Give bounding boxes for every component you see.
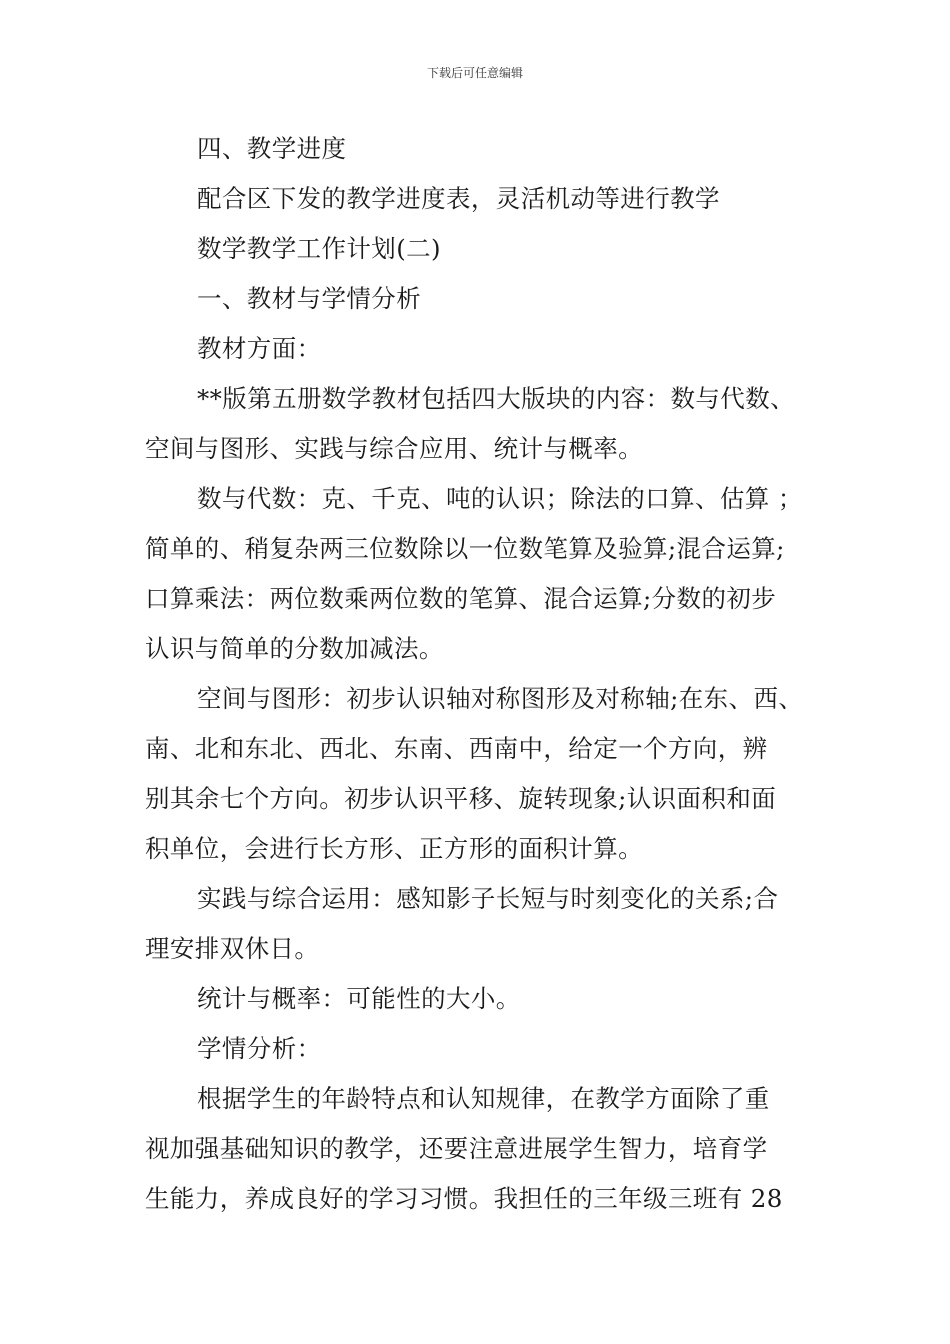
paragraph-line: 简单的、稍复杂两三位数除以一位数笔算及验算;混合运算; — [145, 534, 785, 563]
paragraph-line: 配合区下发的教学进度表，灵活机动等进行教学 — [197, 184, 720, 213]
paragraph-line: 数与代数：克、千克、吨的认识；除法的口算、估算 ； — [197, 484, 803, 513]
paragraph-line: 统计与概率：可能性的大小。 — [197, 984, 521, 1013]
page-header: 下载后可任意编辑 — [426, 66, 523, 80]
paragraph-line: 别其余七个方向。初步认识平移、旋转现象;认识面积和面 — [145, 784, 777, 813]
paragraph-line: 生能力，养成良好的学习习惯。我担任的三年级三班有 28 — [145, 1184, 783, 1213]
paragraph-line: 视加强基础知识的教学，还要注意进展学生智力，培育学 — [145, 1134, 768, 1163]
paragraph-line: **版第五册数学教材包括四大版块的内容：数与代数、 — [197, 384, 795, 413]
paragraph-line: 空间与图形、实践与综合应用、统计与概率。 — [145, 434, 643, 463]
paragraph-line: 认识与简单的分数加减法。 — [145, 634, 444, 663]
subheading-learning-analysis: 学情分析： — [197, 1034, 322, 1063]
paragraph-line: 实践与综合运用：感知影子长短与时刻变化的关系;合 — [197, 884, 779, 913]
document-title: 数学教学工作计划(二) — [197, 234, 442, 263]
section-heading-analysis: 一、教材与学情分析 — [197, 284, 422, 313]
section-heading-progress: 四、教学进度 — [197, 134, 347, 163]
subheading-textbook: 教材方面： — [197, 334, 322, 363]
paragraph-line: 根据学生的年龄特点和认知规律，在教学方面除了重 — [197, 1084, 770, 1113]
document-body — [145, 124, 825, 1224]
paragraph-line: 积单位，会进行长方形、正方形的面积计算。 — [145, 834, 643, 863]
paragraph-line: 理安排双休日。 — [145, 934, 320, 963]
paragraph-line: 南、北和东北、西北、东南、西南中，给定一个方向，辨 — [145, 734, 768, 763]
paragraph-line: 空间与图形：初步认识轴对称图形及对称轴;在东、西、 — [197, 684, 804, 713]
paragraph-line: 口算乘法：两位数乘两位数的笔算、混合运算;分数的初步 — [145, 584, 777, 613]
